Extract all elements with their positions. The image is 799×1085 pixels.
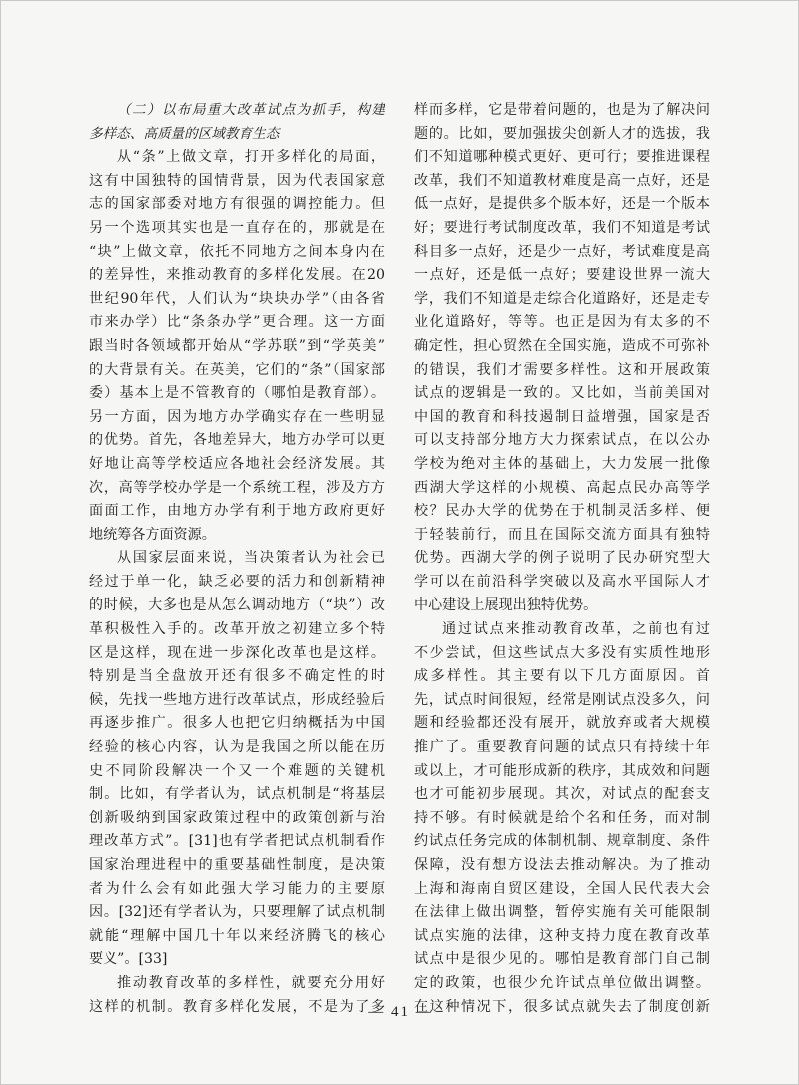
right-column-text-line: 于轻装前行，而且在国际交流方面具有独特 <box>414 526 710 543</box>
right-column-text-line: 优势。西湖大学的例子说明了民办研究型大 <box>414 550 710 567</box>
left-column-text-line: 的时候，大多也是从怎么调动地方（“块”）改 <box>89 597 385 614</box>
section-heading-line: （二）以布局重大改革试点为抓手，构建 <box>117 102 385 118</box>
right-column-text-line: 低一点好，是提供多个版本好，还是一个版本 <box>414 196 710 213</box>
right-column-text-line: 保障，没有想方设法去推动解决。为了推动 <box>414 857 710 873</box>
left-column-text-line: 因。[32]还有学者认为，只要理解了试点机制 <box>89 904 385 921</box>
left-column-text-line: 史不同阶段解决一个又一个难题的关键机 <box>89 762 385 779</box>
left-column-text-line: “块”上做文章，依托不同地方之间本身内在 <box>89 243 385 260</box>
left-column-text-line: 国家治理进程中的重要基础性制度，是决策 <box>89 857 385 873</box>
right-column-text-line: 定的政策，也很少允许试点单位做出调整。 <box>414 974 710 991</box>
left-column-text-line: 地统筹各方面资源。 <box>89 526 216 543</box>
right-column-text-line: 试点中是很少见的。哪怕是教育部门自己制 <box>414 951 710 968</box>
left-column-text-line: 好地让高等学校适应各地社会经济发展。其 <box>89 455 385 472</box>
left-column-text-line: 的优势。首先，各地差异大，地方办学可以更 <box>89 432 385 449</box>
right-column-text-line: 先，试点时间很短，经常是刚试点没多久，问 <box>414 691 710 708</box>
right-column-text-line: 推广了。重要教育问题的试点只有持续十年 <box>414 739 710 756</box>
right-column-text-line: 的错误，我们才需要多样性。这和开展政策 <box>414 361 710 378</box>
left-column-text-line: 次，高等学校办学是一个系统工程，涉及方方 <box>89 479 385 496</box>
left-column-text-line: 经过于单一化，缺乏必要的活力和创新精神 <box>89 573 385 590</box>
left-column-text-line: 委）基本上是不管教育的（哪怕是教育部）。 <box>89 385 385 402</box>
left-column-text-line: 世纪90年代，人们认为“块块办学”（由各省 <box>89 290 385 307</box>
left-column-text-line: 跟当时各领域都开始从“学苏联”到“学英美” <box>89 337 385 354</box>
left-column-text-line: 经验的核心内容，认为是我国之所以能在历 <box>89 739 385 756</box>
right-column-text-line: 可以支持部分地方大力探索试点，在以公办 <box>414 432 710 449</box>
right-column-text-line: 试点的逻辑是一致的。又比如，当前美国对 <box>414 385 710 402</box>
right-column-text-line: 题的。比如，要加强拔尖创新人才的选拔，我 <box>414 125 710 142</box>
left-column-text-line: 推动教育改革的多样性，就要充分用好 <box>117 974 385 991</box>
left-column-text-line: 者为什么会有如此强大学习能力的主要原 <box>89 880 385 897</box>
left-column-text-line: 的差异性，来推动教育的多样化发展。在20 <box>89 267 385 284</box>
right-column-text-line: 上海和海南自贸区建设，全国人民代表大会 <box>414 880 710 897</box>
right-column-text-line: 一点好，还是低一点好；要建设世界一流大 <box>414 267 710 284</box>
right-column-text-line: 业化道路好，等等。也正是因为有太多的不 <box>414 314 710 331</box>
section-heading-line: 多样态、高质量的区域教育生态 <box>89 125 280 142</box>
right-column-text-line: 学可以在前沿科学突破以及高水平国际人才 <box>414 573 710 590</box>
left-column-text-line: 再逐步推广。很多人也把它归纳概括为中国 <box>89 715 385 732</box>
right-column-text-line: 科目多一点好，还是少一点好，考试难度是高 <box>414 243 710 260</box>
right-column-text-line: 在法律上做出调整，暂停实施有关可能限制 <box>414 904 710 921</box>
left-column-text-line: 志的国家部委对地方有很强的调控能力。但 <box>89 196 385 213</box>
left-column-text-line: 另一方面，因为地方办学确实存在一些明显 <box>89 408 385 425</box>
left-column-text-line: 市来办学）比“条条办学”更合理。这一方面 <box>89 314 385 331</box>
right-column-text-line: 中心建设上展现出独特优势。 <box>414 597 598 614</box>
left-column-text-line: 要义”。[33] <box>89 951 168 968</box>
left-column-text-line: 革积极性入手的。改革开放之初建立多个特 <box>89 621 385 638</box>
right-column-text-line: 在这种情况下，很多试点就失去了制度创新 <box>414 998 710 1015</box>
left-column-text-line: 制。比如，有学者认为，试点机制是“将基层 <box>89 786 385 803</box>
right-column-text-line: 通过试点来推动教育改革，之前也有过 <box>442 621 710 638</box>
right-column-text-line: 学校为绝对主体的基础上，大力发展一批像 <box>414 455 710 472</box>
right-column-text-line: 西湖大学这样的小规模、高起点民办高等学 <box>414 479 710 496</box>
right-column-text-line: 学，我们不知道是走综合化道路好，还是走专 <box>414 290 710 307</box>
left-column-text-line: 理改革方式”。[31]也有学者把试点机制看作 <box>89 833 385 850</box>
left-column-text-line: 候，先找一些地方进行改革试点，形成经验后 <box>89 691 385 708</box>
right-column-text-line: 试点实施的法律，这种支持力度在教育改革 <box>414 927 710 944</box>
left-column-text-line: 从“条”上做文章，打开多样化的局面， <box>117 149 385 166</box>
right-column-text-line: 约试点任务完成的体制机制、规章制度、条件 <box>414 833 710 850</box>
right-column-text-line: 题和经验都还没有展开，就放弃或者大规模 <box>414 715 710 732</box>
left-column-text-line: 就能“理解中国几十年以来经济腾飞的核心 <box>89 927 385 944</box>
left-column-text-line: 的大背景有关。在英美，它们的“条”（国家部 <box>89 361 385 378</box>
left-column-text-line: 另一个选项其实也是一直存在的，那就是在 <box>89 219 385 236</box>
left-column-text-line: 这样的机制。教育多样化发展，不是为了多 <box>89 998 385 1015</box>
right-column-text-line: 也才可能初步展现。其次，对试点的配套支 <box>414 786 710 803</box>
left-column-text-line: 这有中国独特的国情背景，因为代表国家意 <box>89 172 385 189</box>
right-column-text-line: 校？民办大学的优势在于机制灵活多样、便 <box>414 503 710 520</box>
right-column-text-line: 中国的教育和科技遏制日益增强，国家是否 <box>414 408 710 425</box>
page-number: — 41 — <box>368 1004 433 1020</box>
left-column-text-line: 区是这样，现在进一步深化改革也是这样。 <box>89 644 385 661</box>
right-column <box>414 99 710 1019</box>
right-column-text-line: 好；要进行考试制度改革，我们不知道是考试 <box>414 219 710 236</box>
right-column-text-line: 不少尝试，但这些试点大多没有实质性地形 <box>414 644 710 661</box>
left-column-text-line: 面面工作，由地方办学有利于地方政府更好 <box>89 503 385 520</box>
left-column-text-line: 特别是当全盘放开还有很多不确定性的时 <box>89 668 385 685</box>
right-column-text-line: 或以上，才可能形成新的秩序，其成效和问题 <box>414 762 710 779</box>
right-column-text-line: 确定性，担心贸然在全国实施，造成不可弥补 <box>414 337 710 354</box>
right-column-text-line: 成多样性。其主要有以下几方面原因。首 <box>414 668 710 685</box>
left-column-text-line: 从国家层面来说，当决策者认为社会已 <box>117 550 385 567</box>
right-column-text-line: 们不知道哪种模式更好、更可行；要推进课程 <box>414 149 710 166</box>
left-column <box>89 99 385 1019</box>
right-column-text-line: 持不够。有时候就是给个名和任务，而对制 <box>414 809 710 826</box>
left-column-text-line: 创新吸纳到国家政策过程中的政策创新与治 <box>89 809 385 826</box>
right-column-text-line: 样而多样，它是带着问题的，也是为了解决问 <box>414 102 710 118</box>
right-column-text-line: 改革，我们不知道教材难度是高一点好，还是 <box>414 172 710 189</box>
